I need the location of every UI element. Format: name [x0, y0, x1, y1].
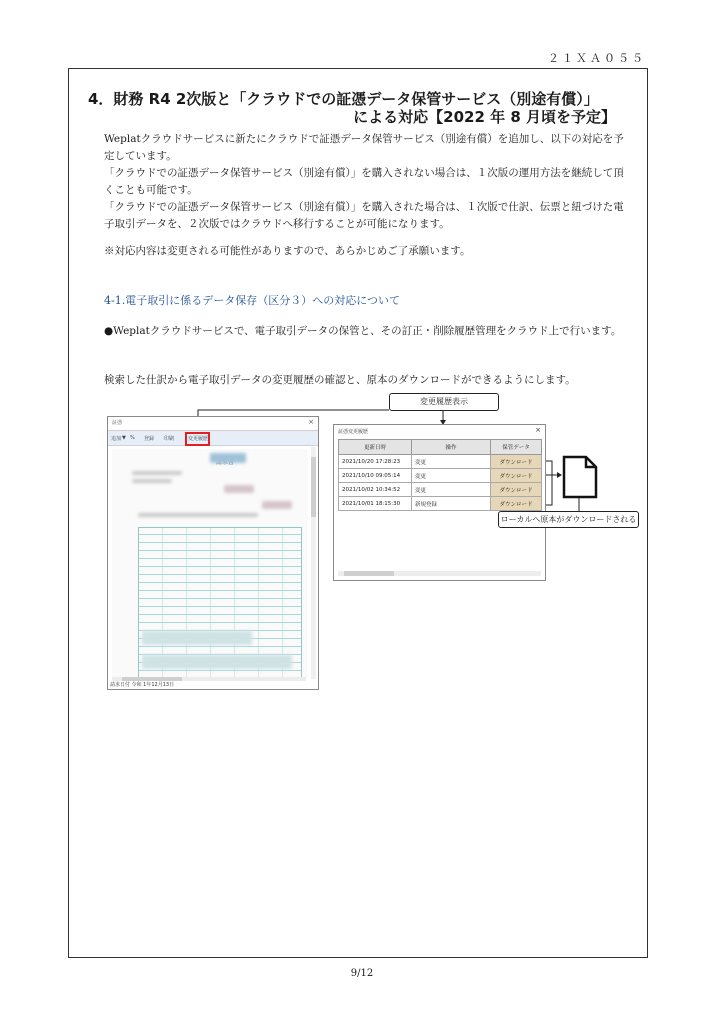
toolbar-register-button[interactable]: 登録: [144, 436, 155, 442]
row-operation: 変更: [412, 455, 491, 469]
download-note: ローカルへ原本がダウンロードされる: [498, 511, 639, 528]
history-table: [338, 439, 542, 511]
toolbar-change-history-button[interactable]: 変更履歴: [188, 436, 209, 442]
window-titlebar: [108, 417, 318, 431]
history-title: 証憑変更履歴: [338, 429, 369, 435]
row-datetime: 2021/10/02 10:34:52: [339, 483, 412, 497]
row-datetime: 2021/10/10 09:05:14: [339, 469, 412, 483]
toolbar-print-button[interactable]: 印刷: [164, 436, 175, 442]
table-row[interactable]: [339, 455, 542, 469]
row-operation: 新規登録: [412, 497, 491, 511]
table-row[interactable]: [339, 469, 542, 483]
vertical-scrollbar[interactable]: [311, 447, 316, 679]
voucher-preview: [112, 449, 308, 677]
history-titlebar: [334, 425, 545, 437]
download-button[interactable]: ダウンロード: [491, 455, 542, 469]
change-history-callout: 変更履歴表示: [389, 393, 499, 411]
row-datetime: 2021/10/01 18:15:30: [339, 497, 412, 511]
heading-line-2: による対応【2022 年 8 月頃を予定】: [353, 108, 616, 126]
intro-paragraph-2: 「クラウドでの証憑データ保管サービス（別途有償）」を購入されない場合は、１次版の運用方法を継続して頂くことも可能です。: [104, 167, 624, 196]
table-header-row: [339, 440, 542, 455]
toolbar-add-button[interactable]: 追加: [111, 436, 122, 442]
table-row[interactable]: [339, 483, 542, 497]
window-title: 証憑: [112, 420, 123, 426]
column-header-data: 保管データ: [491, 440, 542, 455]
row-datetime: 2021/10/20 17:28:23: [339, 455, 412, 469]
history-window-screenshot: [333, 424, 546, 581]
horizontal-scrollbar[interactable]: [338, 571, 541, 576]
status-bar: 請求日付 令和 1年12月13日: [110, 682, 175, 688]
bullet-text: ●Weplatクラウドサービスで、電子取引データの保管と、その訂正・削除履歴管理をクラウド上で行います。: [104, 325, 622, 337]
download-button[interactable]: ダウンロード: [491, 469, 542, 483]
row-operation: 変更: [412, 469, 491, 483]
notice-text: ※対応内容は変更される可能性がありますので、あらかじめご了承願います。: [104, 245, 471, 257]
download-button[interactable]: ダウンロード: [491, 483, 542, 497]
row-operation: 変更: [412, 483, 491, 497]
intro-paragraph-3: 「クラウドでの証憑データ保管サービス（別途有償）」を購入された場合は、１次版で仕訳、伝票と紐づけた電子取引データを、２次版ではクラウドへ移行することが可能になります。: [104, 201, 624, 230]
file-icon: [562, 455, 598, 499]
column-header-operation: 操作: [412, 440, 491, 455]
toolbar-dropdown-button[interactable]: ▼: [122, 435, 126, 441]
voucher-window-screenshot: [107, 416, 319, 690]
close-icon[interactable]: ×: [308, 418, 314, 426]
subsection-title: 4-1.電子取引に係るデータ保存（区分３）への対応について: [104, 294, 400, 307]
toolbar-percent-button[interactable]: %: [130, 435, 135, 441]
document-code: ２１ＸＡ０５５: [548, 52, 646, 65]
heading-line-1: 4．財務 R4 2次版と「クラウドでの証憑データ保管サービス（別途有償）」: [88, 90, 599, 108]
column-header-datetime: 更新日時: [339, 440, 412, 455]
table-row[interactable]: [339, 497, 542, 511]
window-toolbar: [108, 431, 318, 446]
page-number: 9/12: [350, 968, 374, 979]
description-text: 検索した仕訳から電子取引データの変更履歴の確認と、原本のダウンロードができるようにします。: [104, 374, 576, 386]
close-icon[interactable]: ×: [535, 426, 541, 434]
highlight-box: [185, 432, 210, 446]
download-button[interactable]: ダウンロード: [491, 497, 542, 511]
intro-paragraph-1: Weplatクラウドサービスに新たにクラウドで証憑データ保管サービス（別途有償）を追加し、以下の対応を予定しています。: [104, 133, 624, 162]
